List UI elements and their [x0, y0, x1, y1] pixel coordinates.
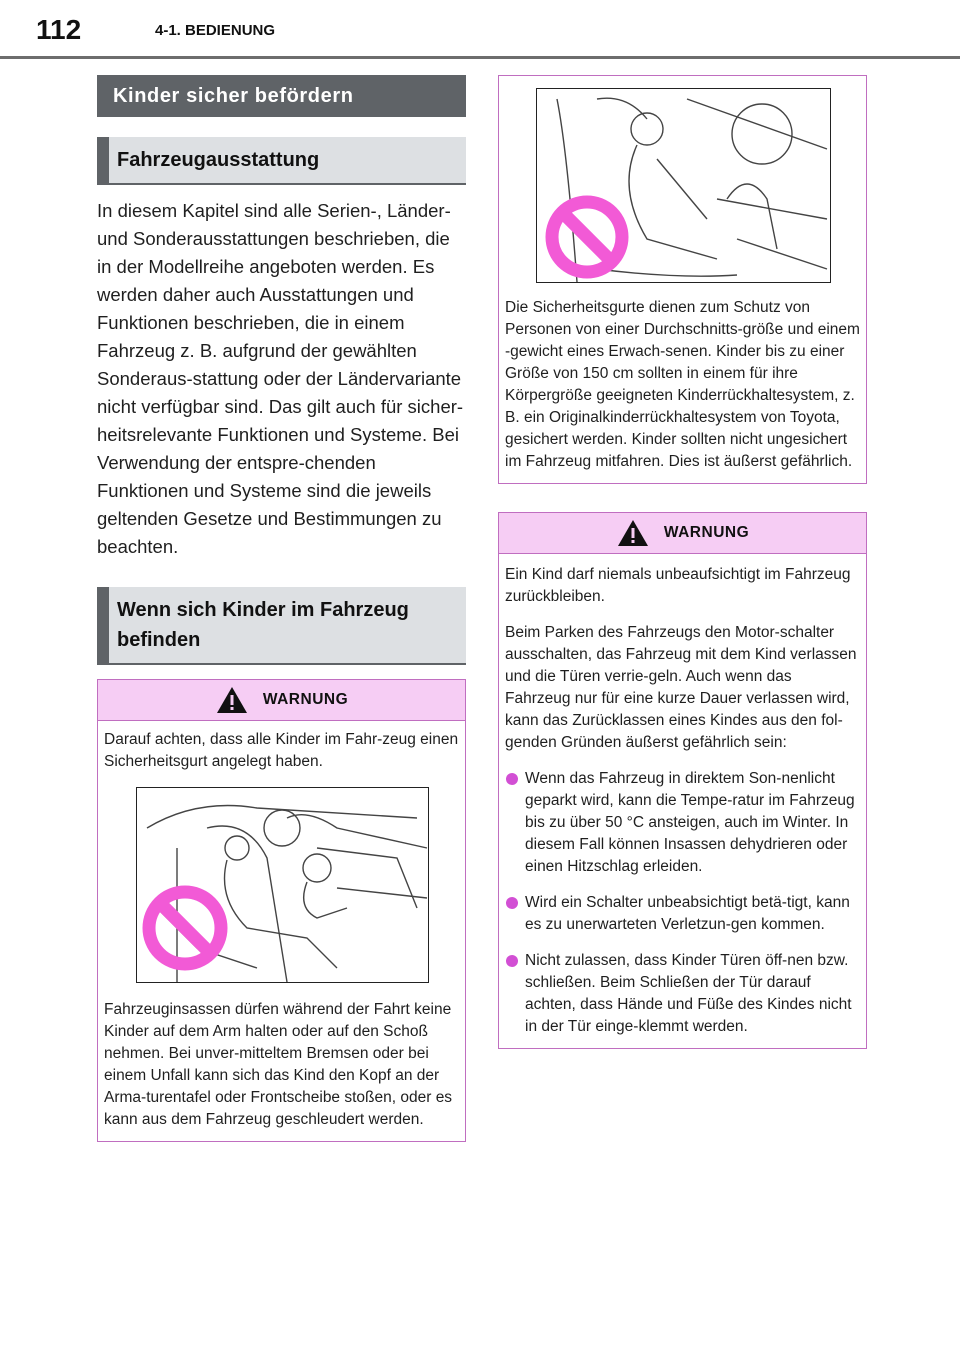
warning-label: WARNUNG [663, 524, 750, 541]
intro-paragraph: In diesem Kapitel sind alle Serien-, Länder- und Sonderausstattungen beschrieben, die in der Modellreihe angeboten werden. Es werden daher auch Ausstattungen und Funktionen beschrieben, die in einem Fahrzeug z. B. aufgrund der gewählten Sonderaus-stattung oder der Ländervariante nicht verfügbar sind. Das gilt auch für sicher-heitsrelevante Funktionen und Systeme. Bei Verwendung der entspre-chenden Funktionen und Systeme sind die jeweils geltenden Gesetze und Bestimmungen zu beachten. [97, 200, 464, 557]
seatbelt-info-text: Die Sicherheitsgurte dienen zum Schutz von Personen von einer Durchschnitts-größe und einem -gewicht eines Erwach-senen. Kinder bis zu einer Größe von 150 cm sollten in einem für ihre Körpergröße geeigneten Kinderrückhaltesystem, z. B. ein Originalkinderrückhaltesystem von Toyota, gesichert werden. Kinder sollten nicht ungesichert im Fahrzeug mitfahren. Dies ist äußerst gefährlich. [505, 299, 860, 470]
page-header [0, 0, 960, 60]
right-column [498, 75, 867, 1049]
left-column [97, 75, 466, 1142]
bullet-dot-icon [506, 773, 518, 785]
warning-label: WARNUNG [262, 691, 349, 708]
warning-box-right [498, 512, 867, 1049]
danger-list [505, 768, 860, 1038]
page-number: 112 [36, 14, 82, 45]
header-divider [0, 56, 960, 59]
warning-triangle-icon [215, 685, 249, 715]
warning-text-lap: Fahrzeuginsassen dürfen während der Fahrt keine Kinder auf dem Arm halten oder auf den Schoß nehmen. Bei unver-mitteltem Bremsen oder bei einem Unfall kann sich das Kind den Kopf an der Arma-turentafel oder Frontscheibe stoßen, oder es kann aus dem Fahrzeug geschleudert werden. [104, 1001, 453, 1128]
section-title: Kinder sicher befördern [97, 75, 466, 117]
subsection-title-children: Wenn sich Kinder im Fahrzeug befinden [97, 587, 466, 665]
illustration-box [498, 75, 867, 484]
subsection-title-equipment: Fahrzeugausstattung [97, 137, 466, 185]
warning-text-unattended: Ein Kind darf niemals unbeaufsichtigt im Fahrzeug zurückbleiben. [505, 566, 851, 605]
illustration-child-on-lap [136, 787, 429, 983]
warning-box-left [97, 679, 466, 1142]
warning-text-parking: Beim Parken des Fahrzeugs den Motor-schalter ausschalten, das Fahrzeug mit dem Kind verlassen und die Türen verrie-geln. Auch wenn das Fahrzeug nur für eine kurze Dauer verlassen wird, kann das Zurücklassen eines Kindes aus den fol-genden Gründen äußerst gefährlich sein: [505, 624, 857, 751]
warning-text-seatbelt: Darauf achten, dass alle Kinder im Fahr-zeug einen Sicherheitsgurt angelegt haben. [104, 731, 459, 770]
list-item: Wenn das Fahrzeug in direktem Son-nenlicht geparkt wird, kann die Tempe-ratur im Fahrzeug bis zu über 50 °C ansteigen, auch im Winter. In diesem Fall können Insassen dehydrieren oder einen Hitzschlag erleiden. [505, 768, 860, 878]
illustration-child-airbag [536, 88, 831, 283]
prohibition-icon [552, 202, 622, 272]
list-item: Wird ein Schalter unbeabsichtigt betä-tigt, kann es zu unerwarteten Verletzun-gen kommen. [505, 892, 860, 936]
prohibition-icon [149, 892, 221, 964]
chapter-title: 4-1. BEDIENUNG [155, 22, 276, 39]
bullet-dot-icon [506, 955, 518, 967]
warning-header [499, 513, 866, 554]
bullet-dot-icon [506, 897, 518, 909]
list-item: Nicht zulassen, dass Kinder Türen öff-nen bzw. schließen. Beim Schließen der Tür darauf achten, dass Hände und Füße des Kindes nicht in der Tür einge-klemmt werden. [505, 950, 860, 1038]
warning-triangle-icon [616, 518, 650, 548]
warning-header [98, 680, 465, 721]
